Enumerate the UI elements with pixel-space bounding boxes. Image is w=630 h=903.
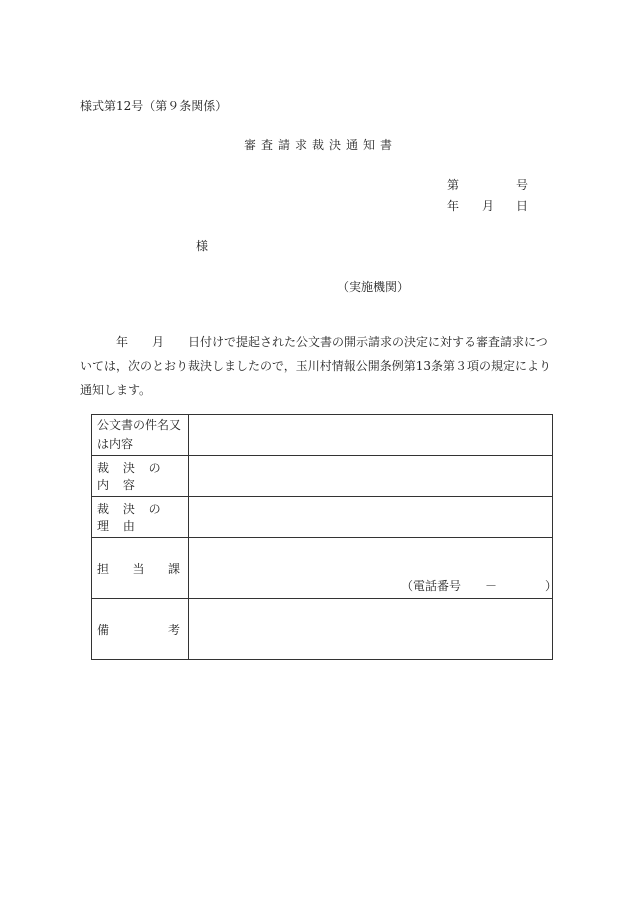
table-row — [92, 538, 553, 599]
document-number-label: 第 — [447, 178, 460, 192]
remarks-label-char: 備 — [97, 622, 110, 637]
decision-reason-label: 裁 決 の 理 由 — [92, 497, 189, 538]
document-number-suffix: 号 — [516, 178, 529, 192]
form-number: 様式第12号（第９条関係） — [80, 99, 228, 113]
document-subject-value[interactable] — [189, 415, 553, 456]
table-row — [92, 599, 553, 660]
date-day-label: 日 — [516, 199, 529, 213]
remarks-value[interactable] — [189, 599, 553, 660]
date-year-label: 年 — [447, 199, 460, 213]
body-line: いては，次のとおり裁決しましたので，玉川村情報公開条例第13条第３項の規定により — [80, 359, 552, 373]
decision-content-value[interactable] — [189, 456, 553, 497]
document-subject-label: 公文書の件名又は内容 — [92, 415, 189, 456]
department-value[interactable] — [189, 538, 558, 599]
document-title: 審査請求裁決通知書 — [244, 138, 398, 152]
table-row — [92, 456, 553, 497]
department-label-char: 当 — [132, 561, 145, 576]
remarks-label — [92, 599, 189, 660]
department-label — [92, 538, 189, 599]
body-line: 通知します。 — [80, 383, 152, 397]
phone-number-field: （電話番号 － ） — [401, 579, 558, 593]
date-month-label: 月 — [482, 199, 495, 213]
addressee-honorific: 様 — [196, 239, 209, 253]
body-paragraph — [80, 330, 558, 402]
table-row — [92, 415, 553, 456]
remarks-label-char: 考 — [167, 622, 180, 637]
body-line: 年 月 日付けで提起された公文書の開示請求の決定に対する審査請求につ — [80, 335, 548, 349]
decision-content-label: 裁 決 の 内 容 — [92, 456, 189, 497]
department-label-char: 課 — [167, 561, 180, 576]
department-label-char: 担 — [97, 561, 110, 576]
decision-detail-table — [91, 414, 558, 660]
issuing-agency: （実施機関） — [337, 280, 410, 294]
decision-reason-value[interactable] — [189, 497, 553, 538]
table-row — [92, 497, 553, 538]
